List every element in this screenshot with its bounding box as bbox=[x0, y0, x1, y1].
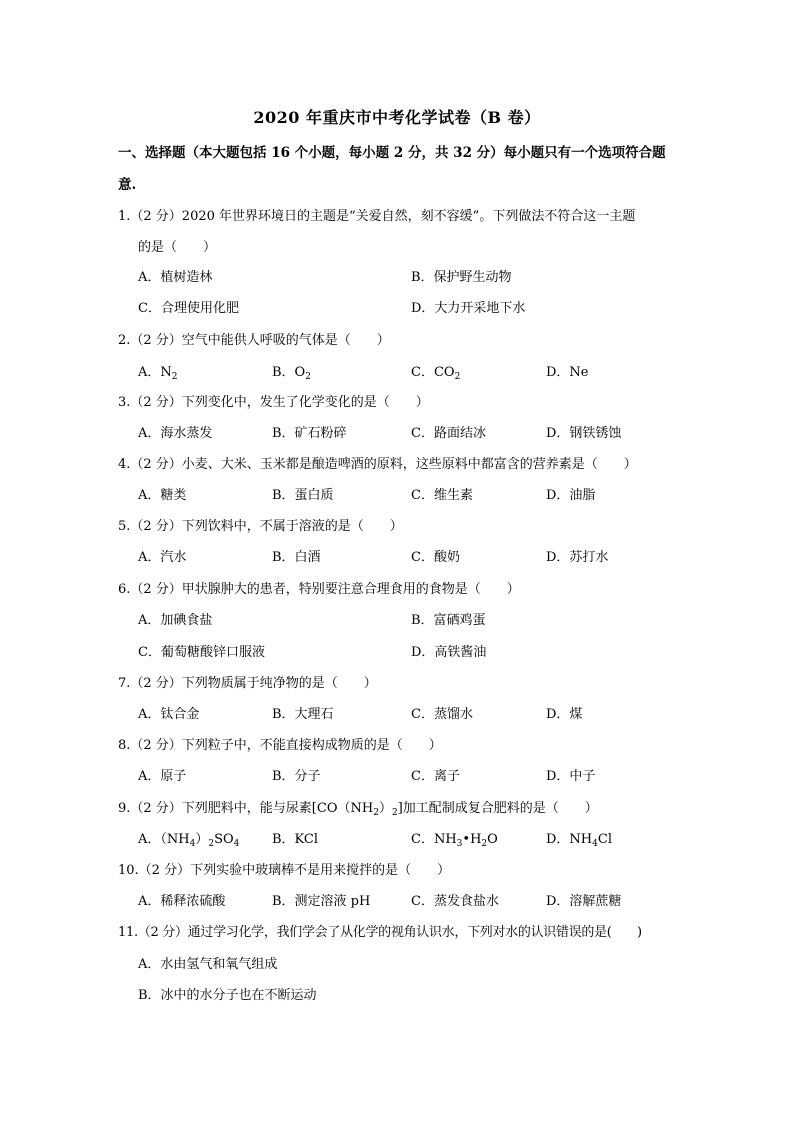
question-10-option-d[interactable]: D．溶解蔗糖 bbox=[546, 894, 622, 909]
question-11-option-b[interactable]: B．冰中的水分子也在不断运动 bbox=[138, 988, 317, 1003]
question-2-option-d[interactable] bbox=[546, 363, 589, 383]
question-9-option-d[interactable] bbox=[546, 830, 612, 850]
question-4-stem: 4.（2 分）小麦、大米、玉米都是酿造啤酒的原料，这些原料中都富含的营养素是（ ） bbox=[118, 457, 637, 472]
question-10-stem: 10.（2 分）下列实验中玻璃棒不是用来搅拌的是（ ） bbox=[118, 863, 451, 878]
question-9-option-c[interactable] bbox=[411, 830, 498, 850]
stem-text: ]加工配制成复合肥料的是（ ） bbox=[397, 801, 598, 816]
question-5-option-a[interactable]: A．汽水 bbox=[138, 550, 187, 565]
subscript: 2 bbox=[373, 808, 379, 818]
question-1-stem: 1.（2 分）2020 年世界环境日的主题是“关爱自然，刻不容缓”。下列做法不符合这一主题 bbox=[118, 209, 636, 224]
subscript: 2 bbox=[391, 808, 398, 818]
question-3-option-c[interactable]: C．路面结冰 bbox=[411, 426, 486, 441]
page-title: 2020 年重庆市中考化学试卷（B 卷） bbox=[253, 108, 541, 127]
question-5-option-c[interactable]: C．酸奶 bbox=[411, 550, 460, 565]
question-3-option-b[interactable]: B．矿石粉碎 bbox=[272, 426, 347, 441]
question-11-stem: 11.（2 分）通过学习化学，我们学会了从化学的视角认识水，下列对水的认识错误的是( ) bbox=[118, 925, 642, 940]
subscript: 4 bbox=[592, 839, 598, 849]
question-4-option-c[interactable]: C．维生素 bbox=[411, 488, 473, 503]
question-11-option-a[interactable]: A．水由氢气和氧气组成 bbox=[138, 957, 278, 972]
question-6-option-b[interactable]: B．富硒鸡蛋 bbox=[411, 613, 486, 628]
option-text: A．（NH bbox=[138, 832, 190, 847]
question-8-option-a[interactable]: A．原子 bbox=[138, 769, 187, 784]
option-text: Cl bbox=[597, 832, 612, 847]
question-3-option-a[interactable]: A．海水蒸发 bbox=[138, 426, 213, 441]
question-8-stem: 8.（2 分）下列粒子中，不能直接构成物质的是（ ） bbox=[118, 738, 442, 753]
section-heading-cont: 意. bbox=[118, 177, 137, 193]
question-8-option-b[interactable]: B．分子 bbox=[272, 769, 321, 784]
question-7-option-c[interactable]: C．蒸馏水 bbox=[411, 707, 473, 722]
question-2-stem: 2.（2 分）空气中能供人呼吸的气体是（ ） bbox=[118, 333, 390, 348]
question-2-option-a[interactable] bbox=[138, 363, 178, 383]
question-7-option-d[interactable]: D．煤 bbox=[546, 707, 583, 722]
question-7-option-b[interactable]: B．大理石 bbox=[272, 707, 334, 722]
question-6-option-c[interactable]: C．葡萄糖酸锌口服液 bbox=[138, 645, 265, 660]
question-5-option-d[interactable]: D．苏打水 bbox=[546, 550, 609, 565]
question-4-option-b[interactable]: B．蛋白质 bbox=[272, 488, 334, 503]
question-10-option-b[interactable]: B．测定溶液 pH bbox=[272, 894, 371, 909]
section-heading: 一、选择题（本大题包括 16 个小题，每小题 2 分，共 32 分）每小题只有一个选项符合题 bbox=[118, 145, 666, 161]
question-1-option-c[interactable]: C．合理使用化肥 bbox=[138, 301, 239, 316]
subscript: 2 bbox=[171, 372, 178, 382]
subscript: 2 bbox=[454, 372, 461, 382]
option-text: C．NH bbox=[411, 832, 457, 847]
stem-text: ） bbox=[378, 801, 392, 816]
subscript: 2 bbox=[305, 372, 311, 382]
question-6-option-a[interactable]: A．加碘食盐 bbox=[138, 613, 213, 628]
question-8-option-c[interactable]: C．离子 bbox=[411, 769, 460, 784]
subscript: 2 bbox=[481, 839, 488, 849]
question-2-option-c[interactable] bbox=[411, 363, 460, 383]
question-4-option-d[interactable]: D．油脂 bbox=[546, 488, 596, 503]
question-3-option-d[interactable]: D．钢铁锈蚀 bbox=[546, 426, 622, 441]
subscript: 4 bbox=[233, 839, 240, 849]
question-1-option-a[interactable]: A．植树造林 bbox=[138, 270, 213, 285]
question-10-option-a[interactable]: A．稀释浓硫酸 bbox=[138, 894, 226, 909]
question-9-stem bbox=[118, 799, 598, 819]
option-text: ） bbox=[195, 832, 209, 847]
option-text: D．Ne bbox=[546, 365, 589, 380]
option-text: C．CO bbox=[411, 365, 455, 380]
question-1-option-d[interactable]: D．大力开采地下水 bbox=[411, 301, 526, 316]
question-8-option-d[interactable]: D．中子 bbox=[546, 769, 596, 784]
question-2-option-b[interactable] bbox=[272, 363, 311, 383]
question-6-option-d[interactable]: D．高铁酱油 bbox=[411, 645, 487, 660]
question-10-option-c[interactable]: C．蒸发食盐水 bbox=[411, 894, 499, 909]
option-text: O bbox=[487, 832, 498, 847]
question-3-stem: 3.（2 分）下列变化中，发生了化学变化的是（ ） bbox=[118, 395, 429, 410]
option-text: SO bbox=[214, 832, 234, 847]
option-text: •H bbox=[462, 832, 482, 847]
option-text: A．N bbox=[138, 365, 172, 380]
question-5-option-b[interactable]: B．白酒 bbox=[272, 550, 321, 565]
question-6-stem: 6.（2 分）甲状腺肿大的患者，特别要注意合理食用的食物是（ ） bbox=[118, 582, 520, 597]
question-5-stem: 5.（2 分）下列饮料中，不属于溶液的是（ ） bbox=[118, 519, 403, 534]
option-text: B．O bbox=[272, 365, 306, 380]
option-text: B．KCl bbox=[272, 832, 319, 847]
question-7-option-a[interactable]: A．钛合金 bbox=[138, 707, 200, 722]
option-text: D．NH bbox=[546, 832, 593, 847]
subscript: 4 bbox=[189, 839, 196, 849]
stem-text: 9.（2 分）下列肥料中，能与尿素[CO（NH bbox=[118, 801, 374, 816]
subscript: 2 bbox=[208, 839, 215, 849]
question-9-option-a[interactable] bbox=[138, 830, 239, 850]
question-9-option-b[interactable] bbox=[272, 830, 318, 850]
question-4-option-a[interactable]: A．糖类 bbox=[138, 488, 187, 503]
question-1-stem-cont: 的是（ ） bbox=[138, 240, 217, 255]
subscript: 3 bbox=[456, 839, 463, 849]
question-1-option-b[interactable]: B．保护野生动物 bbox=[411, 270, 512, 285]
question-7-stem: 7.（2 分）下列物质属于纯净物的是（ ） bbox=[118, 676, 377, 691]
